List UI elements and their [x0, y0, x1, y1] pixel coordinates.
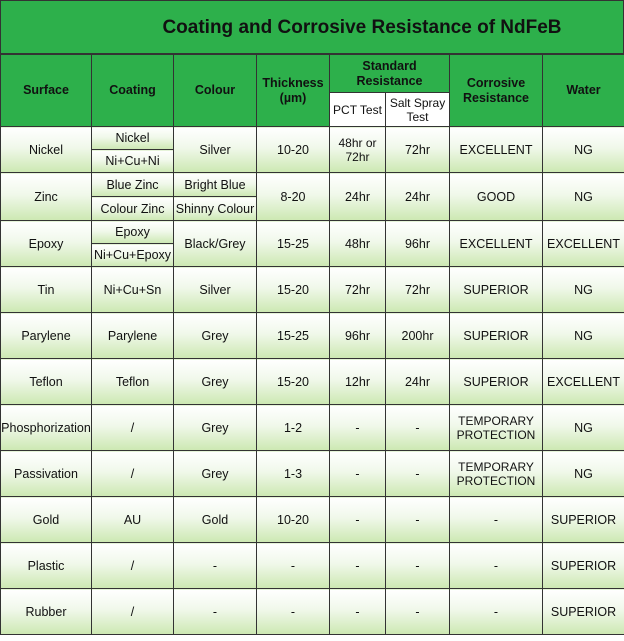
cell-pct: -: [330, 543, 386, 589]
cell-salt-spray: -: [386, 589, 450, 635]
cell-pct: -: [330, 497, 386, 543]
cell-pct: -: [330, 589, 386, 635]
cell-water: NG: [543, 267, 624, 313]
cell-pct: 24hr: [330, 173, 386, 221]
cell-corrosive: -: [450, 543, 543, 589]
table-row-teflon: [1, 359, 624, 405]
cell-corrosive: EXCELLENT: [450, 127, 543, 173]
cell-coating: Blue Zinc: [92, 173, 174, 197]
cell-thickness: 1-2: [257, 405, 330, 451]
cell-corrosive: -: [450, 497, 543, 543]
cell-pct: 48hr: [330, 221, 386, 267]
cell-water: SUPERIOR: [543, 497, 624, 543]
cell-colour: Silver: [174, 127, 257, 173]
cell-thickness: -: [257, 543, 330, 589]
cell-salt-spray: -: [386, 405, 450, 451]
cell-coating: Ni+Cu+Sn: [92, 267, 174, 313]
cell-corrosive: SUPERIOR: [450, 359, 543, 405]
coating-table: [0, 54, 624, 635]
cell-salt-spray: -: [386, 497, 450, 543]
cell-coating: /: [92, 589, 174, 635]
cell-colour: Gold: [174, 497, 257, 543]
cell-surface: Nickel: [1, 127, 92, 173]
cell-colour: -: [174, 543, 257, 589]
table-row-rubber: [1, 589, 624, 635]
cell-colour: -: [174, 589, 257, 635]
table-row-zinc: [1, 173, 624, 197]
cell-salt-spray: 72hr: [386, 127, 450, 173]
cell-salt-spray: -: [386, 543, 450, 589]
cell-water: NG: [543, 405, 624, 451]
table-row-parylene: [1, 313, 624, 359]
cell-water: NG: [543, 451, 624, 497]
cell-thickness: 15-20: [257, 359, 330, 405]
cell-coating: Nickel: [92, 127, 174, 150]
cell-coating: /: [92, 451, 174, 497]
cell-water: SUPERIOR: [543, 589, 624, 635]
cell-surface: Epoxy: [1, 221, 92, 267]
cell-water: NG: [543, 173, 624, 221]
cell-water: SUPERIOR: [543, 543, 624, 589]
cell-colour: Grey: [174, 451, 257, 497]
table-row-tin: [1, 267, 624, 313]
table-row-passivation: [1, 451, 624, 497]
header-colour: Colour: [174, 55, 257, 127]
cell-thickness: 10-20: [257, 127, 330, 173]
cell-surface: Zinc: [1, 173, 92, 221]
cell-corrosive: TEMPORARY PROTECTION: [450, 405, 543, 451]
header-salt-spray-test: Salt Spray Test: [386, 93, 450, 127]
cell-salt-spray: 24hr: [386, 359, 450, 405]
header-surface: Surface: [1, 55, 92, 127]
table-row-plastic: [1, 543, 624, 589]
cell-coating: Ni+Cu+Ni: [92, 150, 174, 173]
table-row-gold: [1, 497, 624, 543]
header-row: [1, 55, 624, 93]
table-row-phosphorization: [1, 405, 624, 451]
cell-coating: Colour Zinc: [92, 197, 174, 221]
header-water: Water: [543, 55, 624, 127]
header-standard-resistance: Standard Resistance: [330, 55, 450, 93]
cell-thickness: 15-20: [257, 267, 330, 313]
cell-colour: Shinny Colour: [174, 197, 257, 221]
cell-coating: /: [92, 543, 174, 589]
cell-water: NG: [543, 127, 624, 173]
cell-thickness: -: [257, 589, 330, 635]
cell-coating: Epoxy: [92, 221, 174, 244]
cell-salt-spray: 200hr: [386, 313, 450, 359]
cell-surface: Phosphorization: [1, 405, 92, 451]
page-title: Coating and Corrosive Resistance of NdFeB: [0, 0, 624, 54]
cell-corrosive: TEMPORARY PROTECTION: [450, 451, 543, 497]
header-corrosive-resistance: Corrosive Resistance: [450, 55, 543, 127]
cell-coating: Teflon: [92, 359, 174, 405]
cell-corrosive: SUPERIOR: [450, 313, 543, 359]
cell-corrosive: GOOD: [450, 173, 543, 221]
cell-pct: 12hr: [330, 359, 386, 405]
cell-corrosive: -: [450, 589, 543, 635]
cell-colour: Silver: [174, 267, 257, 313]
cell-coating: AU: [92, 497, 174, 543]
cell-colour: Black/Grey: [174, 221, 257, 267]
cell-thickness: 15-25: [257, 221, 330, 267]
cell-thickness: 8-20: [257, 173, 330, 221]
cell-pct: -: [330, 451, 386, 497]
cell-surface: Tin: [1, 267, 92, 313]
cell-water: NG: [543, 313, 624, 359]
cell-surface: Passivation: [1, 451, 92, 497]
table-row-epoxy: [1, 221, 624, 244]
cell-thickness: 1-3: [257, 451, 330, 497]
cell-thickness: 15-25: [257, 313, 330, 359]
cell-coating: Parylene: [92, 313, 174, 359]
cell-surface: Teflon: [1, 359, 92, 405]
cell-corrosive: SUPERIOR: [450, 267, 543, 313]
cell-salt-spray: 72hr: [386, 267, 450, 313]
header-pct-test: PCT Test: [330, 93, 386, 127]
cell-colour: Grey: [174, 313, 257, 359]
cell-coating: /: [92, 405, 174, 451]
cell-colour: Grey: [174, 405, 257, 451]
cell-thickness: 10-20: [257, 497, 330, 543]
cell-pct: 72hr: [330, 267, 386, 313]
cell-pct: 96hr: [330, 313, 386, 359]
table-row-nickel: [1, 127, 624, 150]
header-coating: Coating: [92, 55, 174, 127]
cell-water: EXCELLENT: [543, 359, 624, 405]
cell-coating: Ni+Cu+Epoxy: [92, 244, 174, 267]
cell-colour: Grey: [174, 359, 257, 405]
cell-pct: 48hr or 72hr: [330, 127, 386, 173]
cell-water: EXCELLENT: [543, 221, 624, 267]
cell-salt-spray: -: [386, 451, 450, 497]
cell-corrosive: EXCELLENT: [450, 221, 543, 267]
cell-surface: Rubber: [1, 589, 92, 635]
cell-colour: Bright Blue: [174, 173, 257, 197]
cell-salt-spray: 96hr: [386, 221, 450, 267]
header-thickness: Thickness (µm): [257, 55, 330, 127]
cell-surface: Gold: [1, 497, 92, 543]
cell-pct: -: [330, 405, 386, 451]
cell-surface: Plastic: [1, 543, 92, 589]
cell-surface: Parylene: [1, 313, 92, 359]
cell-salt-spray: 24hr: [386, 173, 450, 221]
